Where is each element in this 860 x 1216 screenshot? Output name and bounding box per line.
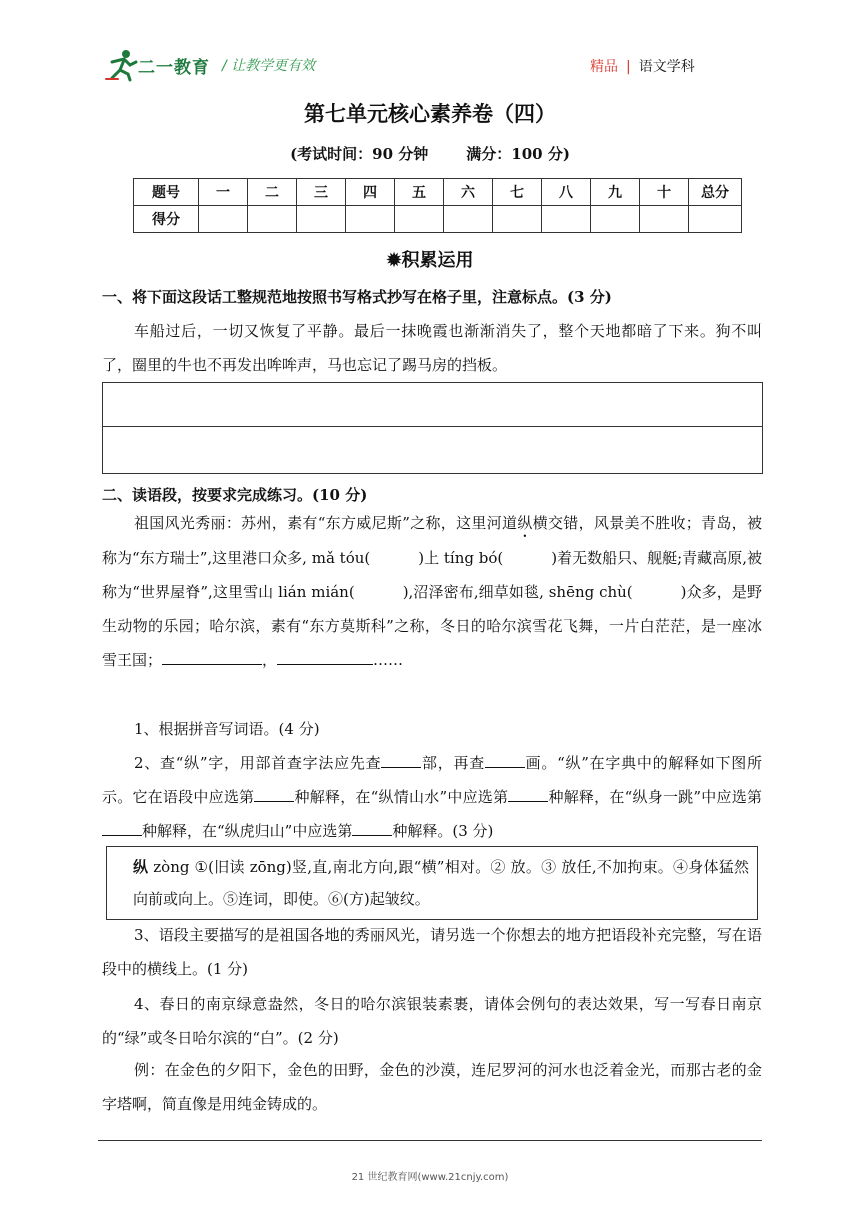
passage-text: …… [373, 651, 404, 669]
page-title: 第七单元核心素养卷（四） [304, 101, 556, 126]
score-input-cell[interactable] [493, 206, 542, 233]
score-input-cell[interactable] [395, 206, 444, 233]
question-text: 种解释，在“纵身一跳”中应选第 [548, 788, 762, 806]
q1-heading: 一、将下面这段话工整规范地按照书写格式抄写在格子里，注意标点。(3 分) [102, 288, 612, 306]
passage-text: )上 tíng bó( [418, 549, 504, 567]
table-cell: 二 [248, 179, 297, 206]
exam-time: (考试时间：90 分钟 [290, 145, 429, 163]
table-cell: 三 [297, 179, 346, 206]
dotted-char: 纵 [517, 514, 533, 532]
sub-question-3: 3、语段主要描写的是祖国各地的秀丽风光，请另选一个你想去的地方把语段补充完整，写在语段中的横线上。(1 分) [102, 926, 762, 978]
header-separator: | [626, 59, 631, 75]
logo [104, 48, 212, 82]
writing-box-row-2[interactable] [102, 426, 763, 474]
score-table-header-row [134, 179, 742, 206]
table-cell: 五 [395, 179, 444, 206]
dictionary-entry [107, 847, 757, 915]
q2-passage [102, 506, 762, 677]
passage-text: 横交错，风景美不胜收；青岛，被称为“东方瑞士”,这里港口众多, mǎ tóu( [102, 514, 762, 567]
fill-line[interactable] [162, 664, 262, 665]
table-cell: 七 [493, 179, 542, 206]
exam-info [0, 143, 860, 164]
table-cell: 六 [444, 179, 493, 206]
score-input-cell[interactable] [444, 206, 493, 233]
score-input-cell[interactable] [346, 206, 395, 233]
passage-text: ， [262, 651, 278, 669]
question-text: 种解释，在“纵虎归山”中应选第 [142, 822, 353, 840]
fill-line[interactable] [508, 801, 548, 802]
footer-text: 21 世纪教育网(www.21cnjy.com) [351, 1172, 509, 1183]
score-input-cell[interactable] [199, 206, 248, 233]
fill-line[interactable] [352, 835, 392, 836]
footer-divider [98, 1140, 762, 1141]
section-title: ✹积累运用 [386, 250, 474, 271]
q1-passage: 车船过后，一切又恢复了平静。最后一抹晚霞也渐渐消失了，整个天地都暗了下来。狗不叫了，圈里的牛也不再发出哞哞声，马也忘记了踢马房的挡板。 [102, 322, 762, 374]
table-cell: 得分 [134, 206, 199, 233]
passage-text: ),沼泽密布,细草如毯, shēng chù( [402, 583, 633, 601]
table-cell: 八 [542, 179, 591, 206]
table-cell: 题号 [134, 179, 199, 206]
passage-text: )着无数船只、舰艇;青藏高原,被称为“世界屋脊”,这里雪山 lián mián( [102, 549, 762, 601]
question-text: 种解释。(3 分) [392, 822, 494, 840]
score-table [133, 178, 742, 233]
fill-line[interactable] [254, 801, 294, 802]
q2-heading: 二、读语段，按要求完成练习。(10 分) [102, 486, 368, 504]
sub-question-4: 4、春日的南京绿意盎然，冬日的哈尔滨银装素裹，请体会例句的表达效果，写一写春日南京的“绿”或冬日哈尔滨的“白”。(2 分) [102, 995, 762, 1047]
dictionary-text: zòng ①(旧读 zōng)竖,直,南北方向,跟“横”相对。② 放。③ 放任,不加拘束。④身体猛然向前或向上。⑤连词，即使。⑥(方)起皱纹。 [133, 858, 749, 908]
question-text: 2、查“纵”字，用部首查字法应先查 [134, 754, 382, 772]
score-input-cell[interactable] [542, 206, 591, 233]
runner-logo-icon [104, 48, 140, 82]
subject-label: 语文学科 [638, 59, 695, 75]
question-text: 画。“纵”在字典中的解释如下图所示。它在语段中应选第 [102, 754, 762, 806]
table-cell: 十 [640, 179, 689, 206]
writing-box-row-1[interactable] [102, 382, 763, 427]
score-input-cell[interactable] [591, 206, 640, 233]
table-cell: 总分 [689, 179, 742, 206]
passage-text: 祖国风光秀丽：苏州，素有“东方威尼斯”之称，这里河道 [134, 514, 518, 532]
fill-line[interactable] [102, 835, 142, 836]
slogan: / 让教学更有效 [222, 58, 316, 74]
dictionary-box [106, 846, 758, 920]
question-text: 部，再查 [421, 754, 485, 772]
score-input-cell[interactable] [689, 206, 742, 233]
score-input-cell[interactable] [297, 206, 346, 233]
example-sentence: 例：在金色的夕阳下，金色的田野，金色的沙漠，连尼罗河的河水也泛着金光，而那古老的金字塔啊，简直像是用纯金铸成的。 [102, 1061, 762, 1113]
sub-question-2 [102, 746, 762, 848]
score-table-score-row [134, 206, 742, 233]
logo-text: 二一教育 [138, 58, 210, 78]
score-input-cell[interactable] [248, 206, 297, 233]
quality-label: 精品 [590, 59, 618, 75]
fill-line[interactable] [485, 767, 525, 768]
table-cell: 九 [591, 179, 640, 206]
passage-text: )众多，是野生动物的乐园；哈尔滨，素有“东方莫斯科”之称，冬日的哈尔滨雪花飞舞，一片白茫茫，是一座冰雪王国； [102, 583, 763, 669]
dictionary-head-char: 纵 [133, 858, 149, 876]
exam-full-score: 满分：100 分) [466, 145, 570, 163]
fill-line[interactable] [381, 767, 421, 768]
brand-right [590, 56, 695, 76]
table-cell: 四 [346, 179, 395, 206]
sub-question-1: 1、根据拼音写词语。(4 分) [134, 720, 320, 738]
question-text: 种解释，在“纵情山水”中应选第 [294, 788, 509, 806]
score-input-cell[interactable] [640, 206, 689, 233]
table-cell: 一 [199, 179, 248, 206]
fill-line[interactable] [277, 664, 373, 665]
